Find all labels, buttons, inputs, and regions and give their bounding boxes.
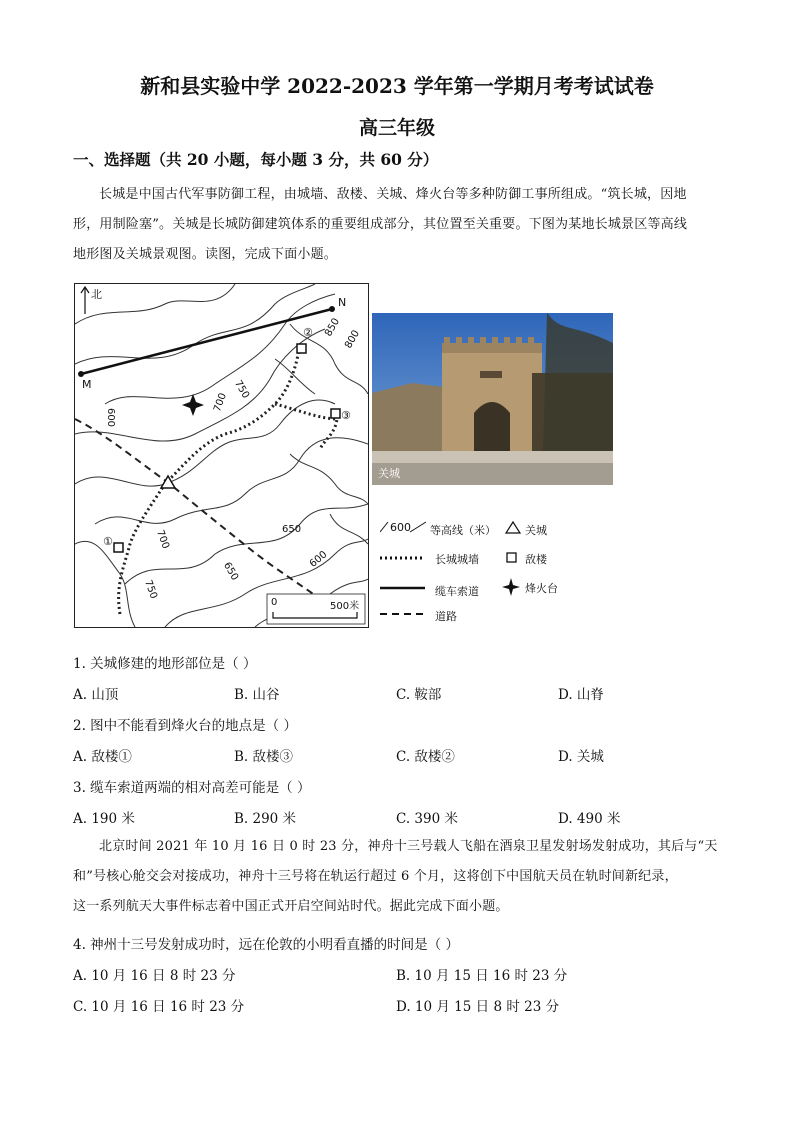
exam-subtitle: 高三年级: [358, 117, 435, 139]
question-3-option-c[interactable]: C. 390 米: [396, 811, 458, 827]
legend-tower-label: 敌楼: [525, 553, 547, 566]
question-2-option-c[interactable]: C. 敌楼②: [396, 749, 455, 765]
photo-caption: 关城: [378, 467, 400, 480]
contour-label: 750: [232, 378, 252, 401]
question-1-option-c[interactable]: C. 鞍部: [396, 687, 442, 703]
contour-label: 800: [343, 328, 363, 351]
legend-pass-icon: [506, 522, 520, 533]
pass-photo: [372, 313, 613, 485]
tower-2-label: ②: [303, 326, 313, 339]
space-intro-paragraph: [73, 832, 725, 922]
intro-line: 和”号核心舱交会对接成功，神舟十三号将在轨运行超过 6 个月，这将创下中国航天员在轨时间新纪录，: [73, 869, 678, 884]
legend-beacon-label: 烽火台: [525, 582, 558, 595]
contour-label: 700: [212, 391, 229, 414]
contour-label: 650: [282, 524, 302, 535]
contour-label: 700: [154, 528, 171, 551]
legend-road-label: 道路: [435, 610, 457, 623]
legend-pass-label: 关城: [525, 524, 547, 537]
question-4-stem: 4. 神州十三号发射成功时，远在伦敦的小明看直播的时间是（ ）: [73, 937, 459, 953]
question-3-option-d[interactable]: D. 490 米: [558, 811, 621, 827]
scale-label: 500米: [330, 601, 360, 612]
contour-label: 750: [142, 578, 159, 601]
question-1-option-b[interactable]: B. 山谷: [234, 687, 280, 703]
legend-contour-label: 等高线（米）: [430, 524, 496, 537]
intro-line: 北京时间 2021 年 10 月 16 日 0 时 23 分，神舟十三号载人飞船在酒泉卫星发射场发射成功，其后与“天: [99, 839, 718, 854]
intro-line: 形，用制险塞”。关城是长城防御建筑体系的重要组成部分，其位置至关重要。下图为某地长城景区等高线: [73, 217, 688, 232]
section-heading: 一、选择题（共 20 小题，每小题 3 分，共 60 分）: [73, 150, 439, 169]
question-2-option-a[interactable]: A. 敌楼①: [73, 749, 132, 765]
point-m-label: M: [82, 378, 92, 391]
contour-map: [74, 283, 369, 628]
cable-car-line: [81, 309, 332, 374]
question-4-option-d[interactable]: D. 10 月 15 日 8 时 23 分: [396, 999, 560, 1015]
contour-label: 600: [307, 549, 330, 570]
pass-photo-svg: [372, 313, 613, 485]
north-label: 北: [91, 288, 102, 301]
intro-paragraph: [73, 180, 725, 270]
contour-label: 650: [221, 560, 241, 583]
intro-line: 地形图及关城景观图。读图，完成下面小题。: [73, 247, 338, 262]
contour-label: 600: [105, 407, 117, 428]
question-1-option-d[interactable]: D. 山脊: [558, 687, 604, 703]
tower-2-icon: [297, 344, 306, 353]
question-2-stem: 2. 图中不能看到烽火台的地点是（ ）: [73, 718, 297, 734]
map-legend: [380, 518, 590, 628]
question-1-stem: 1. 关城修建的地形部位是（ ）: [73, 656, 257, 672]
road-path: [75, 419, 320, 599]
question-1-option-a[interactable]: A. 山顶: [73, 687, 119, 703]
tower-3-label: ③: [341, 409, 351, 422]
legend-tower-icon: [507, 553, 516, 562]
point-n-label: N: [338, 296, 347, 309]
question-2-option-b[interactable]: B. 敌楼③: [234, 749, 294, 765]
question-3-option-a[interactable]: A. 190 米: [73, 811, 135, 827]
tower-1-label: ①: [103, 535, 113, 548]
tower-3-icon: [331, 409, 340, 418]
exam-title: 新和县实验中学 2022-2023 学年第一学期月考考试试卷: [140, 74, 654, 98]
contour-map-svg: [75, 284, 368, 627]
legend-wall-label: 长城城墙: [435, 553, 479, 566]
legend-cable-label: 缆车索道: [435, 585, 479, 598]
question-3-option-b[interactable]: B. 290 米: [234, 811, 297, 827]
question-4-option-a[interactable]: A. 10 月 16 日 8 时 23 分: [73, 968, 236, 984]
intro-line: 长城是中国古代军事防御工程，由城墙、敌楼、关城、烽火台等多种防御工事所组成。“筑长城，因地: [99, 187, 687, 202]
question-3-stem: 3. 缆车索道两端的相对高差可能是（ ）: [73, 780, 311, 796]
contour-label: 850: [323, 316, 343, 339]
question-2-option-d[interactable]: D. 关城: [558, 749, 604, 765]
scale-zero: 0: [271, 597, 278, 608]
tower-1-icon: [114, 543, 123, 552]
question-4-option-b[interactable]: B. 10 月 15 日 16 时 23 分: [396, 968, 568, 984]
question-4-option-c[interactable]: C. 10 月 16 日 16 时 23 分: [73, 999, 245, 1015]
legend-contour-value: 600: [390, 521, 411, 534]
intro-line: 这一系列航天大事件标志着中国正式开启空间站时代。据此完成下面小题。: [73, 899, 509, 914]
legend-beacon-icon: [502, 578, 520, 596]
